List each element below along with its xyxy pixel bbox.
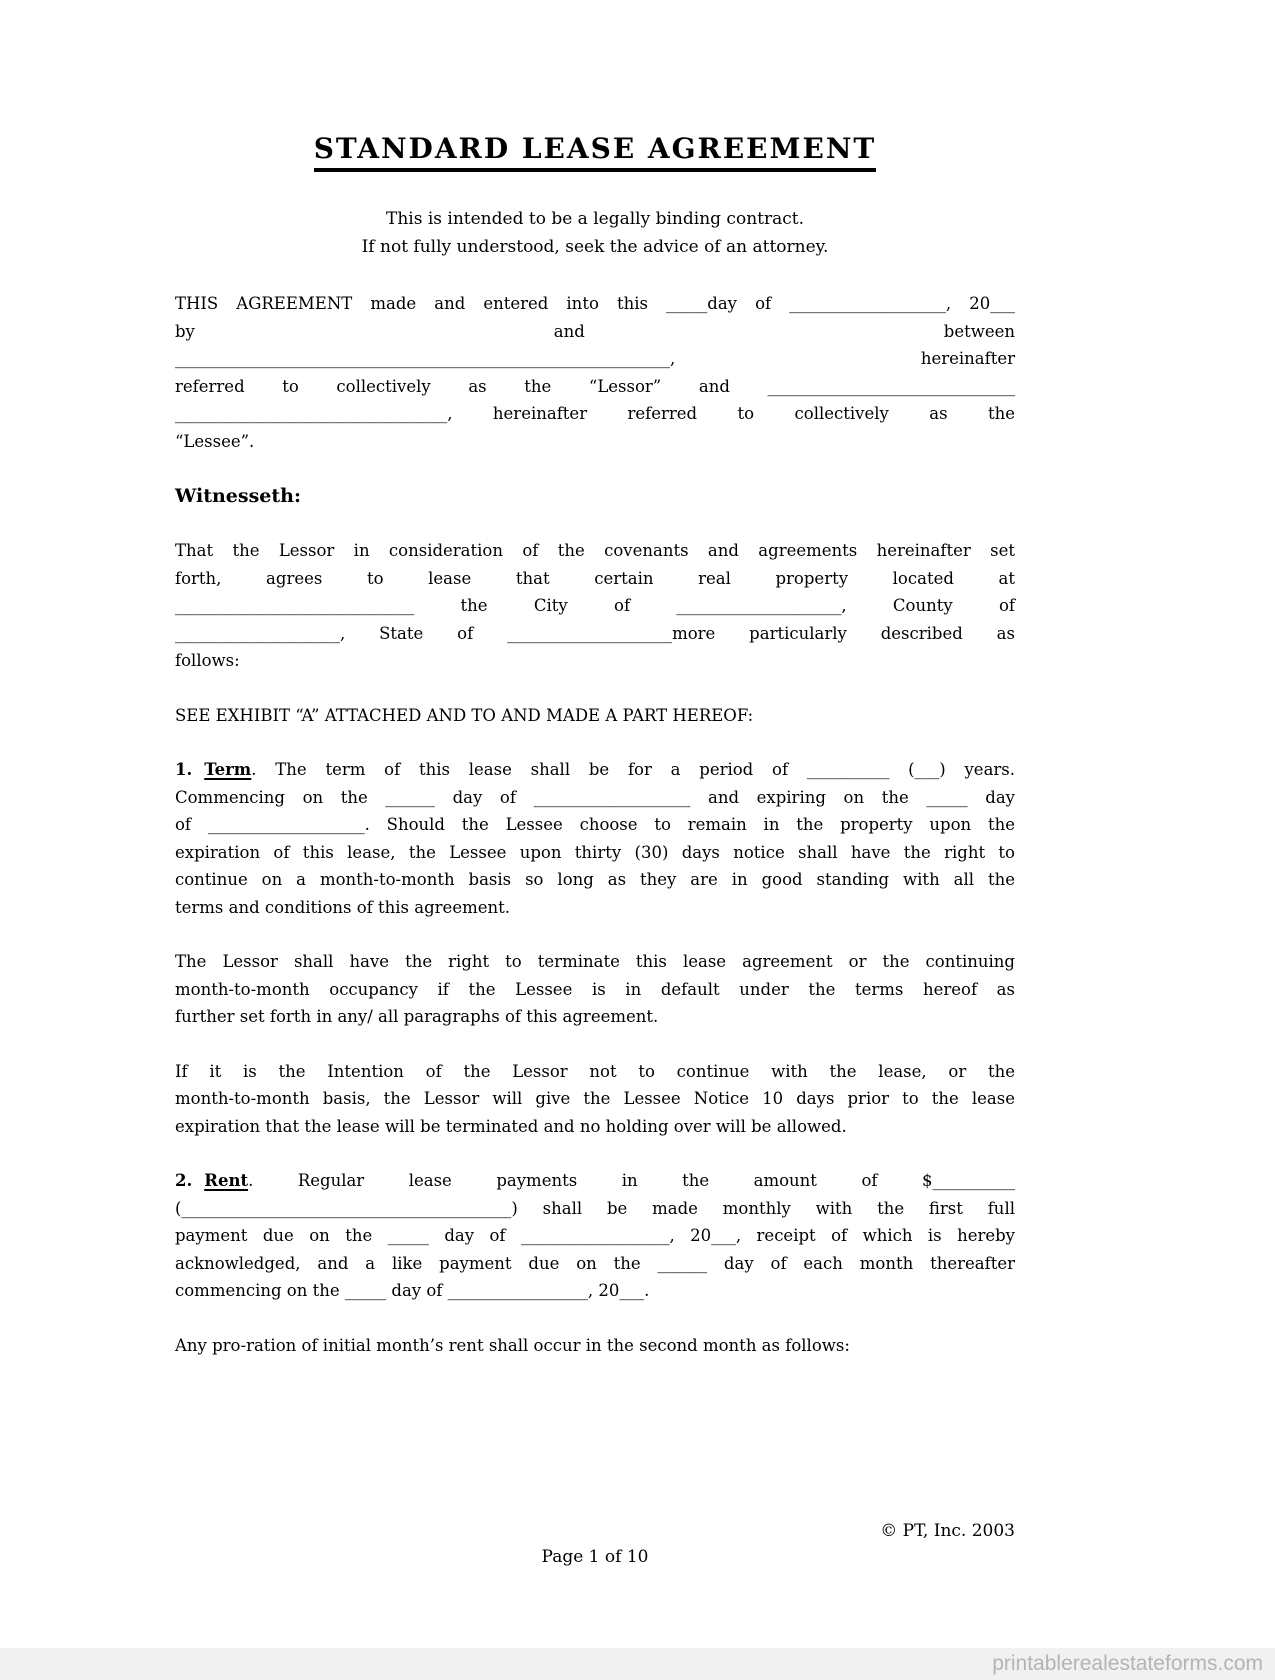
rent-line: commencing on the _____ day of _________________, 20___. — [175, 1281, 650, 1300]
subtitle-line: If not fully understood, seek the advice of an attorney. — [361, 237, 829, 257]
witnesseth-line: That the Lessor in consideration of the covenants and agreements hereinafter set — [175, 541, 1015, 560]
proration-paragraph — [175, 1332, 1015, 1360]
term-line: expiration of this lease, the Lessee upon thirty (30) days notice shall have the right to — [175, 842, 1015, 862]
intention-paragraph — [175, 1058, 1015, 1141]
witnesseth-line: follows: — [175, 651, 240, 670]
termination-line: month-to-month occupancy if the Lessee is in default under the terms hereof as — [175, 979, 1015, 999]
section-label: Term — [204, 760, 252, 779]
term-line: continue on a month-to-month basis so long as they are in good standing with all the — [175, 870, 1015, 889]
intention-line: expiration that the lease will be terminated and no holding over will be allowed. — [175, 1116, 847, 1136]
intro-paragraph — [175, 290, 1015, 455]
intention-line: month-to-month basis, the Lessor will give the Lessee Notice 10 days prior to the lease — [175, 1089, 1015, 1108]
subtitle-line: This is intended to be a legally binding contract. — [385, 209, 804, 229]
term-first-line — [175, 756, 1015, 784]
document-title: STANDARD LEASE AGREEMENT — [314, 132, 877, 172]
rent-line: payment due on the _____ day of __________________, 20___, receipt of which is hereby — [175, 1226, 1015, 1245]
subtitle-block — [175, 205, 1015, 261]
term-first-line-text: . The term of this lease shall be for a period of __________ (___) years. — [251, 760, 1015, 779]
termination-paragraph — [175, 948, 1015, 1031]
witnesseth-line: ____________________, State of ____________________more particularly described as — [175, 623, 1015, 643]
section-number: 2. — [175, 1171, 193, 1190]
intention-line: If it is the Intention of the Lessor not to continue with the lease, or the — [175, 1061, 1015, 1081]
intro-line: by and between — [175, 321, 1015, 341]
watermark-bar — [0, 1648, 1275, 1680]
page-number: Page 1 of 10 — [541, 1547, 649, 1567]
witnesseth-line: _____________________________ the City of ____________________, County of — [175, 596, 1015, 615]
rent-first-line-text: . Regular lease payments in the amount of $__________ — [248, 1171, 1015, 1190]
document-body — [175, 0, 1015, 1386]
witnesseth-heading: Witnesseth: — [175, 485, 301, 507]
copyright-notice: © PT, Inc. 2003 — [880, 1521, 1015, 1541]
intro-line: ____________________________________________________________, hereinafter — [175, 349, 1015, 368]
termination-line: The Lessor shall have the right to terminate this lease agreement or the continuing — [175, 952, 1015, 971]
rent-first-line — [175, 1167, 1015, 1195]
watermark-site-name: printablerealestateforms.com — [992, 1652, 1263, 1675]
section-number: 1. — [175, 760, 193, 779]
intro-line: _________________________________, hereinafter referred to collectively as the — [175, 404, 1015, 423]
rent-line: acknowledged, and a like payment due on the ______ day of each month thereafter — [175, 1253, 1015, 1273]
title-block — [175, 132, 1015, 172]
term-line: Commencing on the ______ day of ___________________ and expiring on the _____ day — [175, 787, 1015, 807]
term-section — [175, 756, 1015, 921]
exhibit-paragraph — [175, 702, 1015, 730]
intro-line: referred to collectively as the “Lessor” and ______________________________ — [175, 376, 1015, 396]
term-line: terms and conditions of this agreement. — [175, 897, 510, 917]
intro-line: THIS AGREEMENT made and entered into this _____day of ___________________, 20___ — [175, 294, 1015, 313]
proration-line: Any pro-ration of initial month’s rent shall occur in the second month as follows: — [175, 1335, 850, 1355]
witnesseth-paragraph — [175, 537, 1015, 675]
rent-section — [175, 1167, 1015, 1305]
termination-line: further set forth in any/ all paragraphs of this agreement. — [175, 1007, 659, 1026]
section-label: Rent — [204, 1171, 249, 1190]
rent-line: (________________________________________) shall be made monthly with the first full — [175, 1198, 1015, 1218]
term-line: of ___________________. Should the Lessee choose to remain in the property upon the — [175, 815, 1015, 834]
intro-line: “Lessee”. — [175, 431, 255, 451]
witnesseth-line: forth, agrees to lease that certain real property located at — [175, 568, 1015, 588]
exhibit-line: SEE EXHIBIT “A” ATTACHED AND TO AND MADE A PART HEREOF: — [175, 705, 754, 725]
